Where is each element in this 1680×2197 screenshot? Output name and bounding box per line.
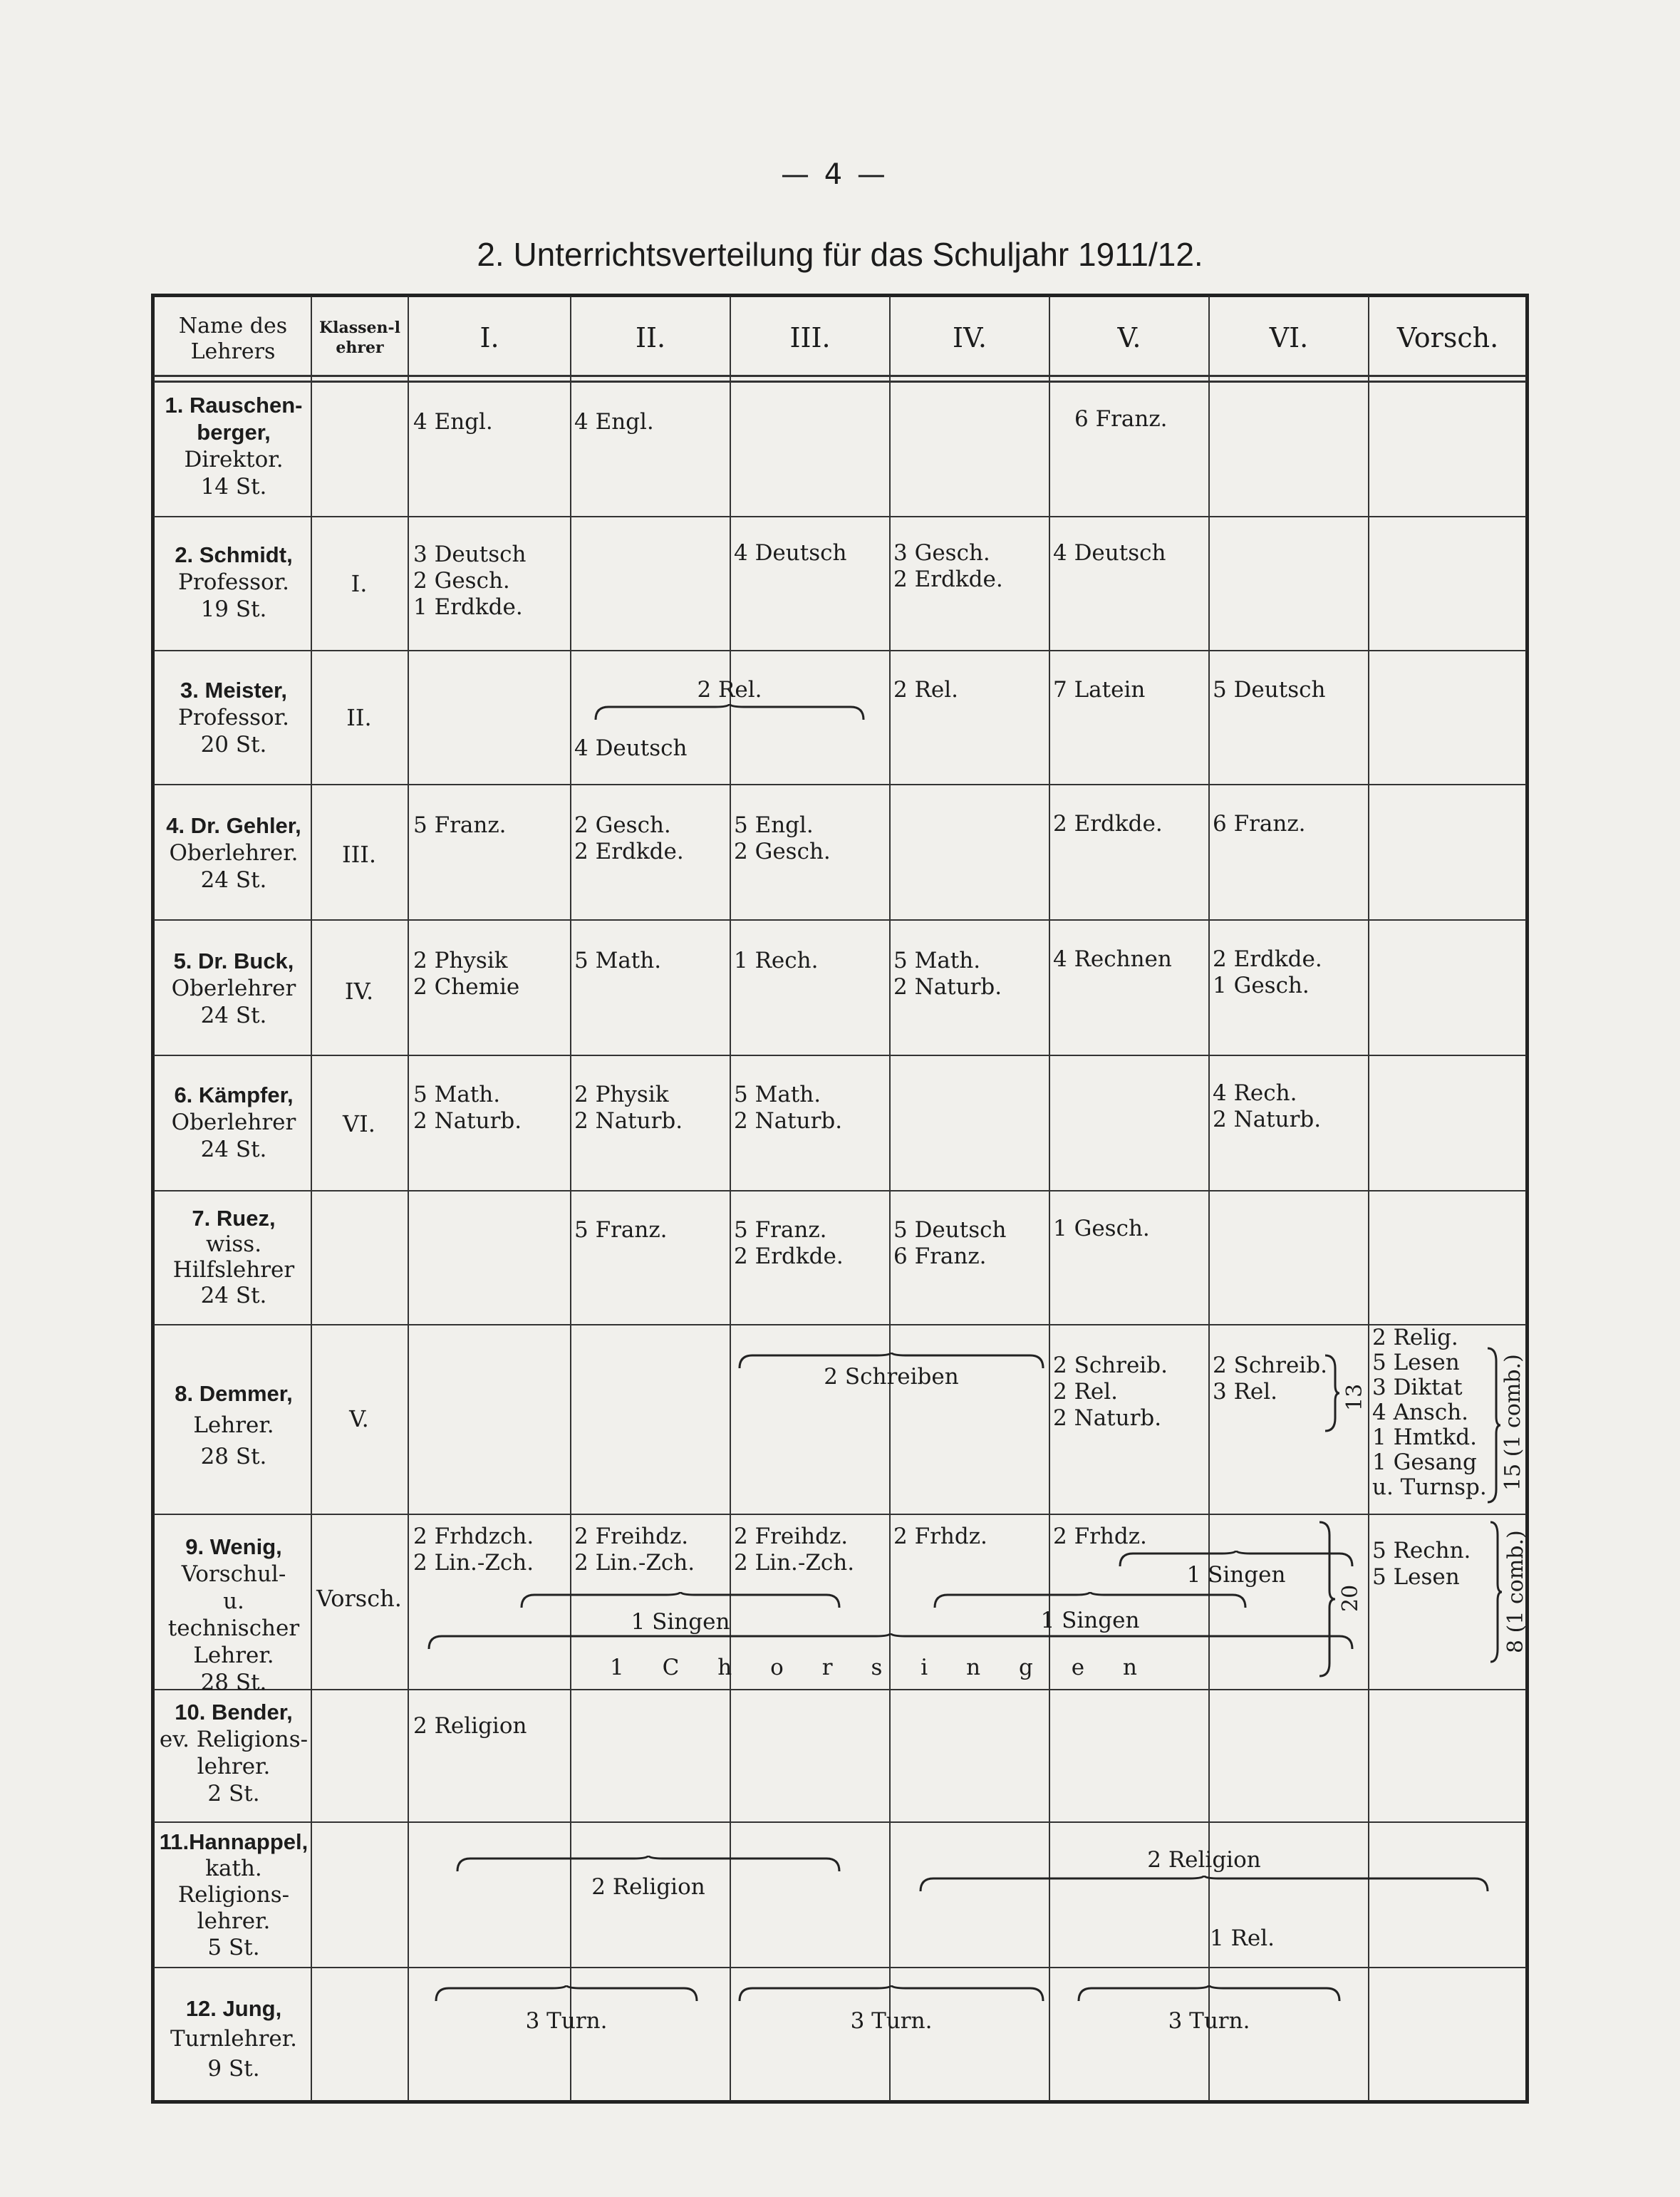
cell bbox=[1213, 1353, 1327, 1405]
cell: 1 Gesch. bbox=[1053, 1216, 1150, 1241]
cell-line: 5 Math. bbox=[413, 1082, 501, 1107]
page-title: 2. Unterrichtsverteilung für das Schuljahr 1911/12. bbox=[477, 236, 1203, 273]
cell-line: 2 Physik bbox=[413, 948, 508, 973]
brace-right bbox=[1324, 1354, 1341, 1432]
teacher-hours: 28 St. bbox=[200, 1670, 267, 1695]
row-rule bbox=[154, 919, 1526, 921]
teacher-7 bbox=[157, 1206, 311, 1308]
cell-line: 2 Schreib. bbox=[1053, 1353, 1168, 1378]
cell bbox=[413, 948, 519, 1001]
teacher-hours: 28 St. bbox=[200, 1444, 267, 1469]
cell-line: 2 Naturb. bbox=[893, 974, 1002, 1000]
cell: 2 Rel. bbox=[893, 677, 959, 703]
col-rule bbox=[1368, 296, 1369, 2101]
span-turn: 3 Turn. bbox=[850, 2008, 933, 2034]
teacher-11 bbox=[157, 1829, 311, 1961]
row-rule bbox=[154, 1055, 1526, 1056]
cell: 2 Erdkde. bbox=[1053, 811, 1163, 837]
teacher-hours: 24 St. bbox=[200, 1137, 267, 1162]
cell-line: 5 Math. bbox=[734, 1082, 821, 1107]
teacher-name: 1. Rauschen- bbox=[165, 393, 303, 418]
teacher-2 bbox=[157, 542, 311, 623]
cell-line: 2 Erdkde. bbox=[893, 567, 1003, 592]
teacher-role: Oberlehrer bbox=[171, 1110, 296, 1135]
cell-line: 2 Relig. bbox=[1372, 1325, 1458, 1350]
cell: 4 Deutsch bbox=[574, 735, 688, 761]
span-turn: 3 Turn. bbox=[1168, 2008, 1250, 2034]
chor-letter: C bbox=[662, 1655, 680, 1680]
chor-letter: s bbox=[871, 1655, 883, 1680]
span-brace bbox=[1077, 1985, 1341, 2001]
cell-line: 2 Gesch. bbox=[574, 812, 671, 838]
header-class-iii: III. bbox=[789, 322, 831, 353]
cell-line: 6 Franz. bbox=[893, 1244, 987, 1269]
class-teacher: I. bbox=[351, 570, 368, 597]
teacher-8 bbox=[157, 1378, 311, 1472]
teacher-role: Professor. bbox=[178, 705, 289, 730]
span-brace bbox=[435, 1985, 698, 2001]
teacher-role-cont: lehrer. bbox=[197, 1908, 271, 1934]
teacher-role-cont: lehrer. bbox=[197, 1754, 271, 1779]
cell-line: 2 Erdkde. bbox=[574, 839, 684, 864]
cell bbox=[734, 1524, 854, 1576]
row-rule bbox=[154, 1190, 1526, 1191]
cell-line: 2 Freihdz. bbox=[574, 1524, 689, 1549]
teacher-role-cont: Hilfslehrer bbox=[172, 1257, 295, 1283]
chor-letter: i bbox=[921, 1655, 928, 1680]
cell: 5 Franz. bbox=[574, 1217, 668, 1243]
span-brace bbox=[933, 1592, 1247, 1608]
cell-line: 5 Deutsch bbox=[893, 1217, 1007, 1243]
span-singen: 1 Singen bbox=[631, 1609, 730, 1635]
cell-line: 5 Math. bbox=[893, 948, 981, 973]
row-rule bbox=[154, 784, 1526, 785]
span-brace bbox=[738, 1985, 1044, 2001]
header-rule bbox=[154, 375, 1526, 377]
row-rule bbox=[154, 1324, 1526, 1325]
col-rule bbox=[889, 296, 891, 2101]
span-turn: 3 Turn. bbox=[525, 2008, 608, 2034]
cell bbox=[1213, 1080, 1321, 1133]
col-rule bbox=[1208, 296, 1210, 2101]
teacher-role: Turnlehrer. bbox=[170, 2026, 298, 2052]
cell bbox=[734, 812, 831, 865]
chor-letter: o bbox=[770, 1655, 784, 1680]
brace-right bbox=[1318, 1521, 1337, 1678]
chor-letter: n bbox=[966, 1655, 981, 1680]
teacher-role: wiss. bbox=[205, 1231, 262, 1257]
cell-line: 2 Erdkde. bbox=[734, 1244, 844, 1269]
cell-line: 2 Frhdzch. bbox=[413, 1524, 534, 1549]
span-singen: 1 Singen bbox=[1040, 1608, 1140, 1633]
cell: 6 Franz. bbox=[1213, 811, 1306, 837]
col-rule bbox=[408, 296, 409, 2101]
page-number: — 4 — bbox=[781, 158, 888, 191]
teacher-hours: 24 St. bbox=[200, 1003, 267, 1028]
teacher-role: Direktor. bbox=[184, 447, 284, 472]
row-rule bbox=[154, 1514, 1526, 1515]
row-rule bbox=[154, 1821, 1526, 1823]
teacher-name: 5. Dr. Buck, bbox=[173, 948, 294, 973]
cell bbox=[413, 542, 526, 621]
header-rule bbox=[154, 381, 1526, 383]
teacher-hours: 20 St. bbox=[200, 732, 267, 758]
col-rule bbox=[730, 296, 731, 2101]
teacher-hours: 2 St. bbox=[207, 1781, 260, 1806]
span-brace bbox=[919, 1876, 1489, 1891]
teacher-name: 2. Schmidt, bbox=[175, 542, 293, 567]
teacher-role: Lehrer. bbox=[193, 1412, 274, 1438]
teacher-role-cont: Lehrer. bbox=[193, 1643, 274, 1668]
teacher-hours: 14 St. bbox=[200, 474, 267, 500]
header-class-i: I. bbox=[479, 322, 499, 353]
cell bbox=[574, 1082, 683, 1134]
teacher-name: 4. Dr. Gehler, bbox=[166, 813, 301, 838]
col-rule bbox=[1049, 296, 1050, 2101]
sum-vi: 13 bbox=[1342, 1383, 1367, 1411]
header-klassenlehrer: Klassen-lehrer bbox=[319, 319, 400, 357]
row-rule bbox=[154, 1689, 1526, 1690]
teacher-role-cont: Religions- bbox=[177, 1882, 290, 1908]
cell-line: 2 Physik bbox=[574, 1082, 669, 1107]
cell-line: 1 Hmtkd. bbox=[1372, 1425, 1477, 1450]
header-name: Name des Lehrers bbox=[178, 314, 288, 364]
chor-letter: h bbox=[717, 1655, 732, 1680]
cell: 5 Franz. bbox=[413, 812, 507, 838]
cell-line: 2 Gesch. bbox=[413, 568, 510, 594]
cell bbox=[1372, 1538, 1471, 1591]
cell-line: 3 Diktat bbox=[1372, 1375, 1463, 1400]
sum-vi: 20 bbox=[1338, 1584, 1363, 1612]
cell bbox=[1053, 1353, 1168, 1432]
cell-line: 2 Naturb. bbox=[734, 1108, 843, 1134]
cell-line: 2 Lin.-Zch. bbox=[574, 1550, 695, 1576]
cell: 4 Deutsch bbox=[734, 540, 847, 566]
span-religion: 2 Religion bbox=[1147, 1847, 1261, 1873]
teacher-role: Professor. bbox=[178, 569, 289, 595]
teacher-role: Oberlehrer bbox=[171, 976, 296, 1001]
teacher-role: ev. Religions- bbox=[159, 1727, 308, 1752]
teacher-name-cont: berger, bbox=[197, 420, 271, 445]
span-brace bbox=[594, 704, 865, 720]
cell: 5 Deutsch bbox=[1213, 677, 1326, 703]
cell-line: 1 Erdkde. bbox=[413, 594, 523, 620]
row-rule bbox=[154, 516, 1526, 517]
teacher-name: 7. Ruez, bbox=[192, 1206, 276, 1231]
header-class-vi: VI. bbox=[1269, 322, 1309, 353]
teacher-role-cont: u. technischer bbox=[167, 1588, 300, 1641]
cell: 4 Engl. bbox=[413, 409, 493, 435]
cell: 6 Franz. bbox=[1074, 406, 1168, 432]
teacher-role: Vorschul- bbox=[181, 1561, 286, 1587]
cell-line: 5 Lesen bbox=[1372, 1350, 1460, 1375]
teacher-4 bbox=[157, 812, 311, 894]
sum-vorsch: 15 (1 comb.) bbox=[1500, 1354, 1525, 1491]
teacher-name: 9. Wenig, bbox=[185, 1534, 282, 1559]
cell-line: 4 Ansch. bbox=[1372, 1400, 1469, 1425]
cell bbox=[893, 1217, 1006, 1270]
span-religion: 2 Religion bbox=[591, 1874, 705, 1900]
teacher-10 bbox=[157, 1699, 311, 1807]
teacher-name: 3. Meister, bbox=[180, 678, 287, 703]
chor-letter: g bbox=[1019, 1655, 1033, 1680]
cell bbox=[893, 948, 1002, 1001]
cell bbox=[1372, 1325, 1487, 1500]
cell bbox=[574, 812, 684, 865]
cell-line: 1 Gesang bbox=[1372, 1449, 1477, 1475]
col-rule bbox=[570, 296, 571, 2101]
chor-letter: n bbox=[1123, 1655, 1137, 1680]
cell: 4 Rechnen bbox=[1053, 946, 1172, 972]
class-teacher: VI. bbox=[343, 1110, 375, 1137]
class-teacher: V. bbox=[349, 1405, 369, 1432]
cell-line: u. Turnsp. bbox=[1372, 1474, 1487, 1500]
cell-line: 2 Schreib. bbox=[1213, 1353, 1327, 1378]
teacher-9 bbox=[157, 1534, 311, 1696]
cell-line: 5 Franz. bbox=[734, 1217, 827, 1243]
class-teacher: III. bbox=[341, 841, 377, 868]
teacher-hours: 5 St. bbox=[207, 1935, 260, 1960]
row-rule bbox=[154, 1967, 1526, 1968]
header-class-iv: IV. bbox=[953, 322, 987, 353]
class-teacher: II. bbox=[346, 704, 372, 731]
cell-line: 4 Rech. bbox=[1213, 1080, 1297, 1106]
span-rel: 2 Rel. bbox=[697, 677, 762, 703]
col-rule bbox=[311, 296, 312, 2101]
teacher-role: kath. bbox=[205, 1856, 262, 1881]
cell: 1 Rech. bbox=[734, 948, 819, 973]
cell: 2 Religion bbox=[413, 1713, 527, 1739]
cell-line: 1 Gesch. bbox=[1213, 973, 1310, 998]
header-class-ii: II. bbox=[635, 322, 666, 353]
header-class-v: V. bbox=[1117, 322, 1141, 353]
cell-line: 2 Chemie bbox=[413, 974, 520, 1000]
cell bbox=[893, 540, 1003, 593]
span-brace bbox=[427, 1633, 1354, 1649]
cell-line: 2 Naturb. bbox=[413, 1108, 522, 1134]
cell-line: 2 Naturb. bbox=[1053, 1405, 1162, 1431]
cell-line: 2 Freihdz. bbox=[734, 1524, 849, 1549]
teacher-1 bbox=[157, 392, 311, 500]
cell: 4 Engl. bbox=[574, 409, 654, 435]
span-chorsingen bbox=[610, 1655, 1137, 1680]
cell bbox=[413, 1082, 522, 1134]
cell: 4 Deutsch bbox=[1053, 540, 1166, 566]
cell: 2 Frhdz. bbox=[1053, 1524, 1147, 1549]
cell bbox=[413, 1524, 534, 1576]
span-singen: 1 Singen bbox=[1186, 1562, 1286, 1588]
header-vorsch: Vorsch. bbox=[1396, 322, 1499, 353]
teacher-hours: 24 St. bbox=[200, 1283, 267, 1308]
cell-line: 5 Rechn. bbox=[1372, 1538, 1471, 1563]
cell bbox=[734, 1082, 842, 1134]
cell-line: 2 Naturb. bbox=[1213, 1107, 1322, 1132]
cell-line: 3 Gesch. bbox=[893, 540, 990, 566]
chor-letter: 1 bbox=[610, 1655, 624, 1680]
cell-line: 2 Rel. bbox=[1053, 1379, 1119, 1405]
teacher-name: 6. Kämpfer, bbox=[174, 1082, 294, 1107]
teacher-hours: 24 St. bbox=[200, 867, 267, 893]
teacher-role: Oberlehrer. bbox=[169, 840, 299, 866]
span-brace bbox=[520, 1592, 841, 1608]
sum-vorsch: 8 (1 comb.) bbox=[1503, 1530, 1528, 1653]
cell-line: 5 Engl. bbox=[734, 812, 814, 838]
teacher-12 bbox=[157, 1994, 311, 2084]
teacher-name: 8. Demmer, bbox=[175, 1381, 293, 1406]
brace-right bbox=[1489, 1521, 1503, 1663]
brace-right bbox=[1486, 1347, 1502, 1504]
teacher-name: 11.Hannappel, bbox=[159, 1829, 308, 1854]
teacher-5 bbox=[157, 948, 311, 1029]
teacher-name: 10. Bender, bbox=[175, 1700, 293, 1725]
cell bbox=[574, 1524, 695, 1576]
cell bbox=[1213, 946, 1322, 999]
span-brace bbox=[456, 1856, 841, 1871]
cell bbox=[734, 1217, 844, 1270]
cell: 7 Latein bbox=[1053, 677, 1146, 703]
cell-line: 2 Naturb. bbox=[574, 1108, 683, 1134]
cell-line: 2 Erdkde. bbox=[1213, 946, 1322, 972]
class-teacher: Vorsch. bbox=[316, 1585, 402, 1612]
cell: 1 Rel. bbox=[1210, 1925, 1275, 1951]
chor-letter: r bbox=[821, 1655, 833, 1680]
row-rule bbox=[154, 650, 1526, 651]
cell: 5 Math. bbox=[574, 948, 662, 973]
teacher-6 bbox=[157, 1082, 311, 1163]
span-schreiben: 2 Schreiben bbox=[824, 1364, 959, 1390]
teacher-3 bbox=[157, 677, 311, 758]
teacher-hours: 9 St. bbox=[207, 2056, 260, 2082]
teacher-name: 12. Jung, bbox=[185, 1996, 282, 2021]
cell-line: 3 Deutsch bbox=[413, 542, 527, 567]
cell-line: 3 Rel. bbox=[1213, 1379, 1278, 1405]
cell-line: 2 Lin.-Zch. bbox=[734, 1550, 855, 1576]
cell: 2 Frhdz. bbox=[893, 1524, 987, 1549]
cell-line: 5 Lesen bbox=[1372, 1564, 1460, 1590]
cell-line: 2 Gesch. bbox=[734, 839, 831, 864]
class-teacher: IV. bbox=[344, 978, 374, 1005]
cell-line: 2 Lin.-Zch. bbox=[413, 1550, 534, 1576]
chor-letter: e bbox=[1071, 1655, 1085, 1680]
teacher-hours: 19 St. bbox=[200, 596, 267, 622]
